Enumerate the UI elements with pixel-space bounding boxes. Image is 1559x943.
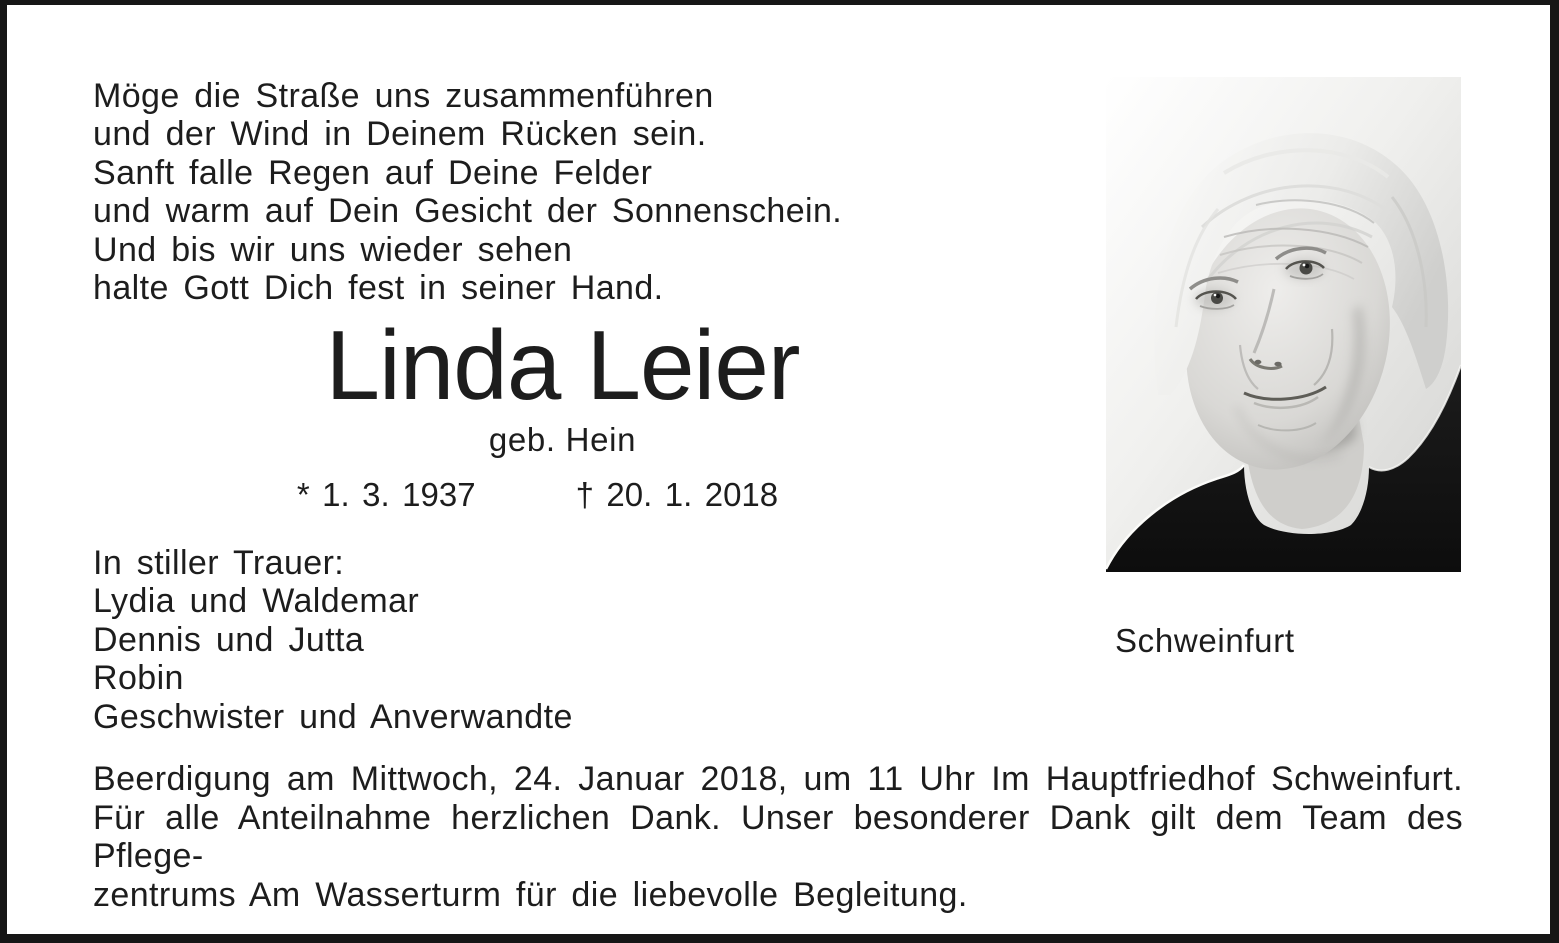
poem-line: Sanft falle Regen auf Deine Felder bbox=[93, 153, 653, 192]
poem-line: Und bis wir uns wieder sehen bbox=[93, 230, 573, 269]
life-dates bbox=[70, 478, 1005, 511]
deceased-name: Linda Leier bbox=[325, 310, 800, 420]
portrait-photo bbox=[1106, 77, 1461, 572]
poem-line: und der Wind in Deinem Rücken sein. bbox=[93, 115, 707, 154]
mourners-list bbox=[93, 544, 573, 736]
mourner-line: Geschwister und Anverwandte bbox=[93, 697, 573, 736]
poem-line: halte Gott Dich fest in seiner Hand. bbox=[93, 269, 664, 308]
poem-line: und warm auf Dein Gesicht der Sonnenschein. bbox=[93, 192, 843, 231]
funeral-info-line: zentrums Am Wasserturm für die liebevolle Begleitung. bbox=[93, 875, 968, 914]
city-label: Schweinfurt bbox=[1115, 622, 1295, 659]
mourners-heading: In stiller Trauer: bbox=[93, 544, 345, 582]
funeral-info-line: Für alle Anteilnahme herzlichen Dank. Unser besonderer Dank gilt dem Team des Pflege- bbox=[93, 798, 1463, 876]
mourner-line: Lydia und Waldemar bbox=[93, 582, 420, 621]
poem-line: Möge die Straße uns zusammenführen bbox=[93, 77, 714, 115]
mourner-line: Robin bbox=[93, 659, 184, 698]
poem bbox=[93, 77, 842, 307]
maiden-name: geb. Hein bbox=[488, 421, 637, 458]
mourner-line: Dennis und Jutta bbox=[93, 620, 365, 659]
funeral-info-line: Beerdigung am Mittwoch, 24. Januar 2018, um 11 Uhr Im Hauptfriedhof Schweinfurt. bbox=[93, 760, 1463, 798]
birth-date: * 1. 3. 1937 bbox=[296, 476, 476, 513]
death-date: † 20. 1. 2018 bbox=[575, 476, 779, 513]
funeral-info bbox=[93, 760, 1463, 914]
